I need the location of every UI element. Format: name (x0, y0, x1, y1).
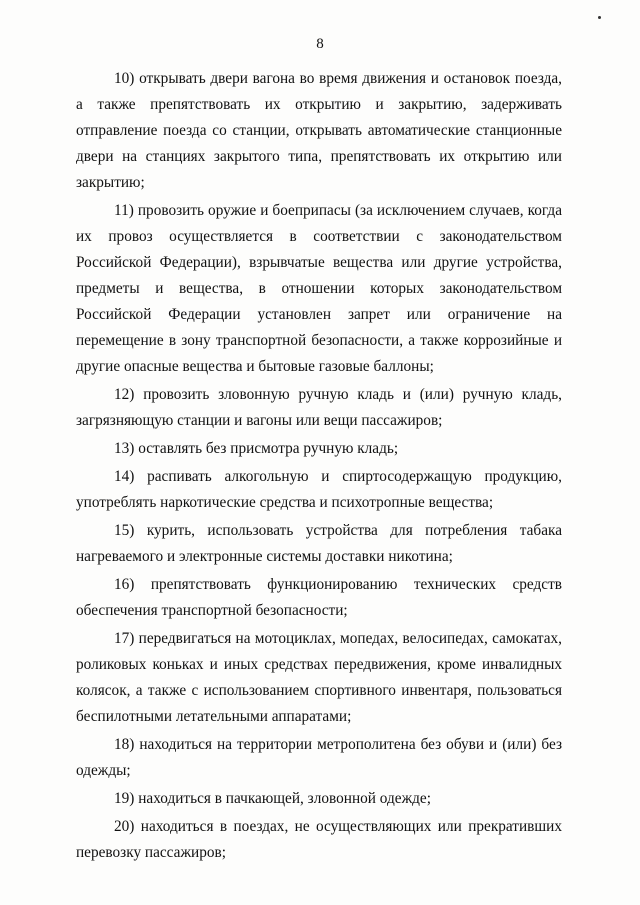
list-item-15: 15) курить, использовать устройства для потребления табака нагреваемого и электронные системы доставки никотина; (76, 522, 562, 565)
list-item-10: 10) открывать двери вагона во время движения и остановок поезда, а также препятствовать их открытию и закрытию, задерживать отправление поезда со станции, открывать автоматические станционные двери на станциях закрытого типа, препятствовать их открытию или закрытию; (76, 70, 562, 191)
document-body (76, 66, 562, 868)
scan-speck (598, 16, 601, 19)
list-item-19: 19) находиться в пачкающей, зловонной одежде; (114, 790, 431, 807)
list-item-14: 14) распивать алкогольную и спиртосодержащую продукцию, употреблять наркотические средства и психотропные вещества; (76, 468, 562, 511)
list-item-20: 20) находиться в поездах, не осуществляющих или прекративших перевозку пассажиров; (76, 818, 562, 861)
list-item-11: 11) провозить оружие и боеприпасы (за исключением случаев, когда их провоз осуществляется в соответствии с законодательством Российской Федерации), взрывчатые вещества или другие устройства, предметы и вещества, в отношении которых законодательством Российской Федерации установлен запрет или ограничение на перемещение в зону транспортной безопасности, а также коррозийные и другие опасные вещества и бытовые газовые баллоны; (76, 202, 562, 375)
list-item-18: 18) находиться на территории метрополитена без обуви и (или) без одежды; (76, 736, 562, 779)
list-item-13: 13) оставлять без присмотра ручную кладь; (114, 440, 399, 457)
list-item-17: 17) передвигаться на мотоциклах, мопедах, велосипедах, самокатах, роликовых коньках и иных средствах передвижения, кроме инвалидных колясок, а также с использованием спортивного инвентаря, пользоваться беспилотными летательными аппаратами; (76, 630, 562, 725)
page-number: 8 (316, 36, 324, 52)
list-item-12: 12) провозить зловонную ручную кладь и (или) ручную кладь, загрязняющую станции и вагоны или вещи пассажиров; (76, 386, 562, 429)
list-item-16: 16) препятствовать функционированию технических средств обеспечения транспортной безопасности; (76, 576, 562, 619)
